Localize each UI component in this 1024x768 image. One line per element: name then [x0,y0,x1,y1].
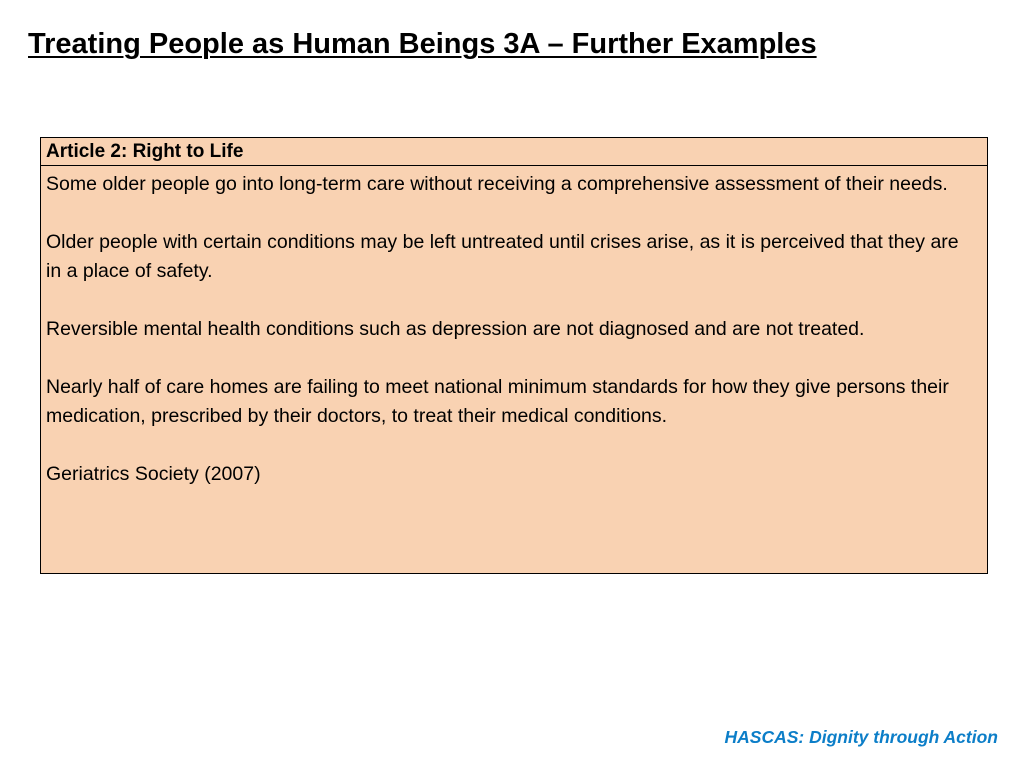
article-citation: Geriatrics Society (2007) [46,463,261,485]
article-paragraph: Older people with certain conditions may be left untreated until crises arise, as it is perceived that they are in a place of safety. [46,231,959,282]
slide-title: Treating People as Human Beings 3A – Further Examples [28,28,817,60]
article-body [41,166,987,489]
footer-tagline: HASCAS: Dignity through Action [724,727,998,747]
article-paragraph: Reversible mental health conditions such as depression are not diagnosed and are not treated. [46,318,865,340]
article-box [40,137,988,574]
article-paragraph: Some older people go into long-term care without receiving a comprehensive assessment of their needs. [46,173,948,195]
article-heading: Article 2: Right to Life [41,138,987,166]
article-paragraph: Nearly half of care homes are failing to meet national minimum standards for how they give persons their medication, prescribed by their doctors, to treat their medical conditions. [46,376,949,427]
